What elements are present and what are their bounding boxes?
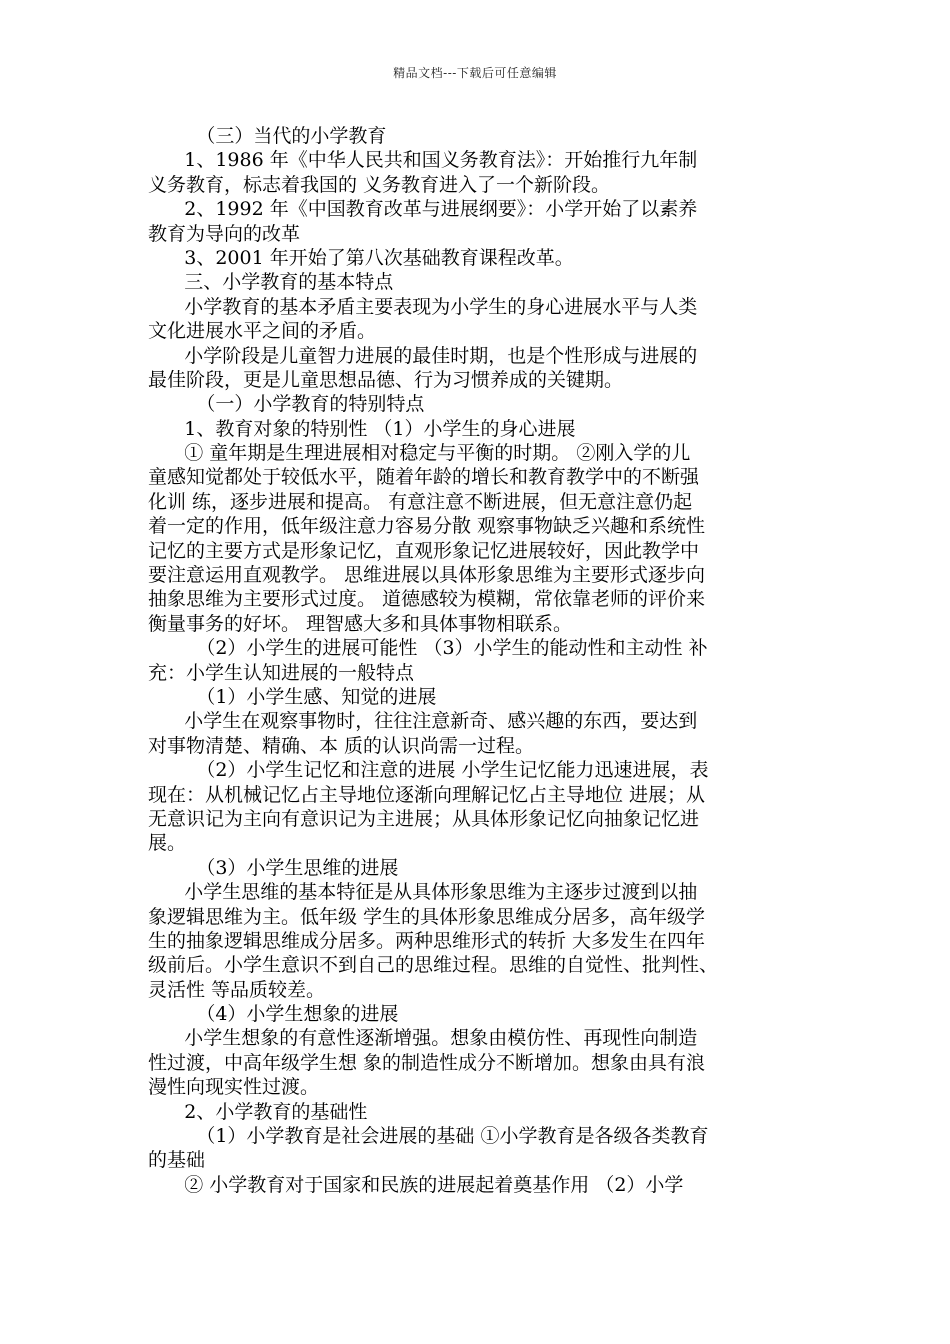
text-line: 对事物清楚、精确、本 质的认识尚需一过程。	[148, 734, 535, 757]
text-line: 最佳阶段，更是儿童思想品德、行为习惯养成的关键期。	[148, 368, 624, 391]
text-line: 1、1986 年《中华人民共和国义务教育法》：开始推行九年制	[148, 149, 698, 172]
text-line: 义务教育，标志着我国的 义务教育进入了一个新阶段。	[148, 173, 611, 196]
text-line: （4）小学生想象的进展	[148, 1003, 399, 1026]
text-line: 记忆的主要方式是形象记忆，直观形象记忆进展较好，因此教学中	[148, 539, 700, 562]
text-line: 文化进展水平之间的矛盾。	[148, 320, 377, 343]
text-line: 衡量事务的好坏。 理智感大多和具体事物相联系。	[148, 612, 573, 635]
text-line: 生的抽象逻辑思维成分居多。两种思维形式的转折 大多发生在四年	[148, 929, 706, 952]
text-line: 象逻辑思维为主。低年级 学生的具体形象思维成分居多，高年级学	[148, 905, 706, 928]
text-line: （1）小学教育是社会进展的基础 ①小学教育是各级各类教育	[148, 1125, 709, 1148]
text-line: （1）小学生感、知觉的进展	[148, 685, 437, 708]
text-line: （一）小学教育的特别特点	[148, 393, 425, 416]
text-line: 3、2001 年开始了第八次基础教育课程改革。	[148, 246, 574, 269]
text-line: 小学生在观察事物时，往往注意新奇、感兴趣的东西，要达到	[148, 710, 698, 733]
text-line: 性过渡，中高年级学生想 象的制造性成分不断增加。想象由具有浪	[148, 1051, 706, 1074]
text-line: 教育为导向的改革	[148, 222, 301, 245]
page-header: 精品文档---下载后可任意编辑	[393, 66, 557, 80]
text-line: （三）当代的小学教育	[148, 125, 387, 147]
text-line: 小学教育的基本矛盾主要表现为小学生的身心进展水平与人类	[148, 295, 698, 318]
text-line: 抽象思维为主要形式过度。 道德感较为模糊，常依靠老师的评价来	[148, 588, 706, 611]
text-line: 2、1992 年《中国教育改革与进展纲要》：小学开始了以素养	[148, 198, 698, 221]
text-line: （2）小学生的进展可能性 （3）小学生的能动性和主动性 补	[148, 637, 708, 660]
text-line: 漫性向现实性过渡。	[148, 1076, 320, 1099]
document-body	[148, 124, 810, 1197]
text-line: 化训 练，逐步进展和提高。 有意注意不断进展，但无意注意仍起	[148, 490, 693, 513]
text-line: （3）小学生思维的进展	[148, 856, 399, 879]
text-line: 灵活性 等品质较差。	[148, 978, 326, 1001]
text-line: 充：小学生认知进展的一般特点	[148, 661, 415, 684]
text-line: （2）小学生记忆和注意的进展 小学生记忆能力迅速进展，表	[148, 759, 709, 782]
text-line: 1、教育对象的特别性 （1）小学生的身心进展	[148, 417, 576, 440]
text-line: 小学阶段是儿童智力进展的最佳时期，也是个性形成与进展的	[148, 344, 698, 367]
text-line: 级前后。小学生意识不到自己的思维过程。思维的自觉性、批判性、	[148, 954, 719, 977]
text-line: 童感知觉都处于较低水平，随着年龄的增长和教育教学中的不断强	[148, 466, 700, 489]
text-line: 着一定的作用，低年级注意力容易分散 观察事物缺乏兴趣和系统性	[148, 515, 706, 538]
text-line: 2、小学教育的基础性	[148, 1100, 368, 1123]
text-line: 小学生想象的有意性逐渐增强。想象由模仿性、再现性向制造	[148, 1027, 698, 1050]
text-line: 小学生思维的基本特征是从具体形象思维为主逐步过渡到以抽	[148, 881, 698, 904]
text-line: 无意识记为主向有意识记为主进展；从具体形象记忆向抽象记忆进	[148, 807, 700, 830]
text-line: 展。	[148, 832, 187, 855]
text-line: ② 小学教育对于国家和民族的进展起着奠基作用 （2）小学	[148, 1173, 684, 1196]
text-line: 三、小学教育的基本特点	[148, 271, 394, 294]
text-line: 的基础	[148, 1149, 206, 1172]
text-line: ① 童年期是生理进展相对稳定与平衡的时期。 ②刚入学的儿	[148, 442, 691, 465]
text-line: 要注意运用直观教学。 思维进展以具体形象思维为主要形式逐步向	[148, 564, 706, 587]
text-line: 现在：从机械记忆占主导地位逐渐向理解记忆占主导地位 进展；从	[148, 783, 706, 806]
